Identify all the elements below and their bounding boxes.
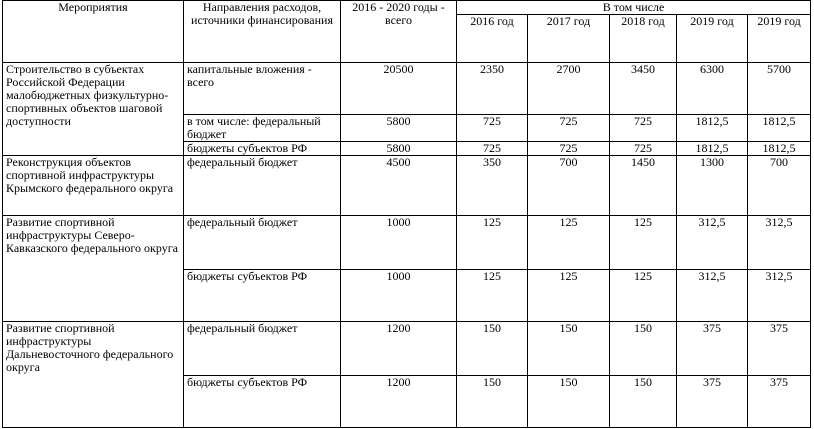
header-directions: Направления расходов, источники финансирования xyxy=(184,1,341,63)
value-cell: 1450 xyxy=(610,156,677,216)
header-year: 2016 год xyxy=(457,15,528,63)
direction-cell: бюджеты субъектов РФ xyxy=(184,270,341,322)
event-cell: Развитие спортивной инфраструктуры Северо-Кавказского федерального округа xyxy=(3,216,184,322)
value-cell: 6300 xyxy=(677,63,748,115)
header-year: 2019 год xyxy=(677,15,748,63)
header-total: 2016 - 2020 годы - всего xyxy=(341,1,457,63)
value-cell: 150 xyxy=(610,322,677,376)
event-cell: Реконструкция объектов спортивной инфраструктуры Крымского федерального округа xyxy=(3,156,184,216)
value-cell: 150 xyxy=(610,376,677,428)
value-cell: 375 xyxy=(748,322,811,376)
value-cell: 312,5 xyxy=(748,270,811,322)
total-cell: 20500 xyxy=(341,63,457,115)
value-cell: 150 xyxy=(528,376,610,428)
value-cell: 725 xyxy=(457,142,528,156)
header-year: 2019 год xyxy=(748,15,811,63)
value-cell: 312,5 xyxy=(677,270,748,322)
header-including: В том числе xyxy=(457,1,811,15)
direction-cell: федеральный бюджет xyxy=(184,322,341,376)
table-row xyxy=(3,63,811,115)
direction-cell: в том числе: федеральный бюджет xyxy=(184,115,341,142)
header-events: Мероприятия xyxy=(3,1,184,63)
table-row xyxy=(3,216,811,270)
value-cell: 1812,5 xyxy=(748,115,811,142)
financing-table xyxy=(2,0,811,428)
value-cell: 125 xyxy=(457,216,528,270)
direction-cell: бюджеты субъектов РФ xyxy=(184,376,341,428)
value-cell: 350 xyxy=(457,156,528,216)
value-cell: 1812,5 xyxy=(748,142,811,156)
event-cell: Развитие спортивной инфраструктуры Дальневосточного федерального округа xyxy=(3,322,184,428)
total-cell: 1200 xyxy=(341,376,457,428)
value-cell: 375 xyxy=(677,322,748,376)
value-cell: 1812,5 xyxy=(677,115,748,142)
value-cell: 312,5 xyxy=(677,216,748,270)
direction-cell: федеральный бюджет xyxy=(184,156,341,216)
value-cell: 150 xyxy=(457,376,528,428)
value-cell: 125 xyxy=(610,270,677,322)
value-cell: 2350 xyxy=(457,63,528,115)
value-cell: 700 xyxy=(528,156,610,216)
value-cell: 375 xyxy=(748,376,811,428)
table-row xyxy=(3,322,811,376)
total-cell: 5800 xyxy=(341,142,457,156)
value-cell: 1812,5 xyxy=(677,142,748,156)
value-cell: 3450 xyxy=(610,63,677,115)
event-cell: Строительство в субъектах Российской Федерации малобюджетных физкультурно-спортивных объектов шаговой доступности xyxy=(3,63,184,156)
value-cell: 375 xyxy=(677,376,748,428)
value-cell: 125 xyxy=(528,216,610,270)
value-cell: 150 xyxy=(457,322,528,376)
total-cell: 5800 xyxy=(341,115,457,142)
header-year: 2018 год xyxy=(610,15,677,63)
value-cell: 725 xyxy=(528,142,610,156)
value-cell: 725 xyxy=(528,115,610,142)
value-cell: 1300 xyxy=(677,156,748,216)
total-cell: 1000 xyxy=(341,270,457,322)
direction-cell: бюджеты субъектов РФ xyxy=(184,142,341,156)
total-cell: 1200 xyxy=(341,322,457,376)
value-cell: 125 xyxy=(457,270,528,322)
table-row xyxy=(3,156,811,216)
value-cell: 725 xyxy=(610,142,677,156)
value-cell: 125 xyxy=(528,270,610,322)
total-cell: 1000 xyxy=(341,216,457,270)
value-cell: 2700 xyxy=(528,63,610,115)
value-cell: 150 xyxy=(528,322,610,376)
header-year: 2017 год xyxy=(528,15,610,63)
value-cell: 125 xyxy=(610,216,677,270)
value-cell: 5700 xyxy=(748,63,811,115)
value-cell: 725 xyxy=(610,115,677,142)
value-cell: 312,5 xyxy=(748,216,811,270)
value-cell: 700 xyxy=(748,156,811,216)
value-cell: 725 xyxy=(457,115,528,142)
total-cell: 4500 xyxy=(341,156,457,216)
direction-cell: капитальные вложения - всего xyxy=(184,63,341,115)
direction-cell: федеральный бюджет xyxy=(184,216,341,270)
